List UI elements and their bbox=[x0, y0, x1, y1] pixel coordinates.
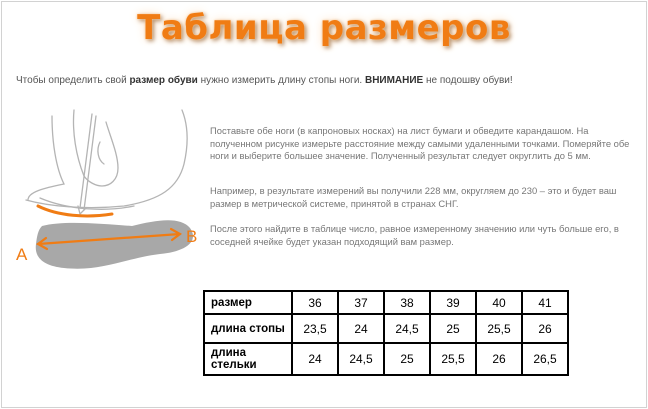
foot-length-row bbox=[204, 314, 568, 343]
size-cell: 41 bbox=[522, 291, 568, 314]
size-cell: 39 bbox=[430, 291, 476, 314]
insole-length-cell: 24,5 bbox=[338, 343, 384, 375]
insole-length-cell: 25,5 bbox=[430, 343, 476, 375]
foot-length-cell: 25 bbox=[430, 314, 476, 343]
size-table bbox=[203, 290, 569, 376]
size-cell: 40 bbox=[476, 291, 522, 314]
intro-part-2: нужно измерить длину стопы ноги. bbox=[200, 75, 363, 86]
size-cell: 38 bbox=[384, 291, 430, 314]
insole-length-row bbox=[204, 343, 568, 375]
row-label: длина стельки bbox=[204, 343, 292, 375]
insole-length-cell: 24 bbox=[292, 343, 338, 375]
intro-text bbox=[16, 75, 513, 86]
insole-length-cell: 25 bbox=[384, 343, 430, 375]
point-a-label: A bbox=[16, 245, 28, 264]
insole-length-cell: 26 bbox=[476, 343, 522, 375]
instruction-paragraph-3: После этого найдите в таблице число, равное измеренному значению или чуть больше его, в соседней ячейке будет указан подходящий вам размер. bbox=[210, 223, 619, 247]
intro-bold-shoe-size: размер обуви bbox=[129, 75, 198, 86]
foot-length-cell: 24,5 bbox=[384, 314, 430, 343]
foot-length-cell: 23,5 bbox=[292, 314, 338, 343]
page-frame bbox=[1, 1, 647, 408]
footprint-icon bbox=[36, 220, 193, 268]
foot-length-cell: 24 bbox=[338, 314, 384, 343]
size-cell: 37 bbox=[338, 291, 384, 314]
instruction-paragraph-2: Например, в результате измерений вы получили 228 мм, округляем до 230 – это и будет ваш размер в метрической системе, принятой в странах СНГ. bbox=[210, 185, 617, 209]
instruction-paragraph-1: Поставьте обе ноги (в капроновых носках) на лист бумаги и обведите карандашом. На полученном рисунке измерьте расстояние между самыми удаленными точками. Померяйте обе ноги и выберите большее значение. Полученный результат следует округлить до 5 мм. bbox=[210, 125, 630, 161]
row-label: длина стопы bbox=[204, 314, 292, 343]
size-cell: 36 bbox=[292, 291, 338, 314]
size-row bbox=[204, 291, 568, 314]
foot-measurement-illustration bbox=[14, 102, 204, 277]
point-b-label: B bbox=[186, 227, 198, 246]
foot-length-cell: 26 bbox=[522, 314, 568, 343]
intro-part-3: не подошву обуви! bbox=[426, 75, 513, 86]
foot-tracing-icon bbox=[26, 110, 187, 214]
insole-length-cell: 26,5 bbox=[522, 343, 568, 375]
intro-part-1: Чтобы определить свой bbox=[16, 75, 127, 86]
row-label: размер bbox=[204, 291, 292, 314]
foot-length-cell: 25,5 bbox=[476, 314, 522, 343]
page-title: Таблица размеров bbox=[137, 8, 511, 48]
intro-bold-warning: ВНИМАНИЕ bbox=[364, 75, 424, 86]
